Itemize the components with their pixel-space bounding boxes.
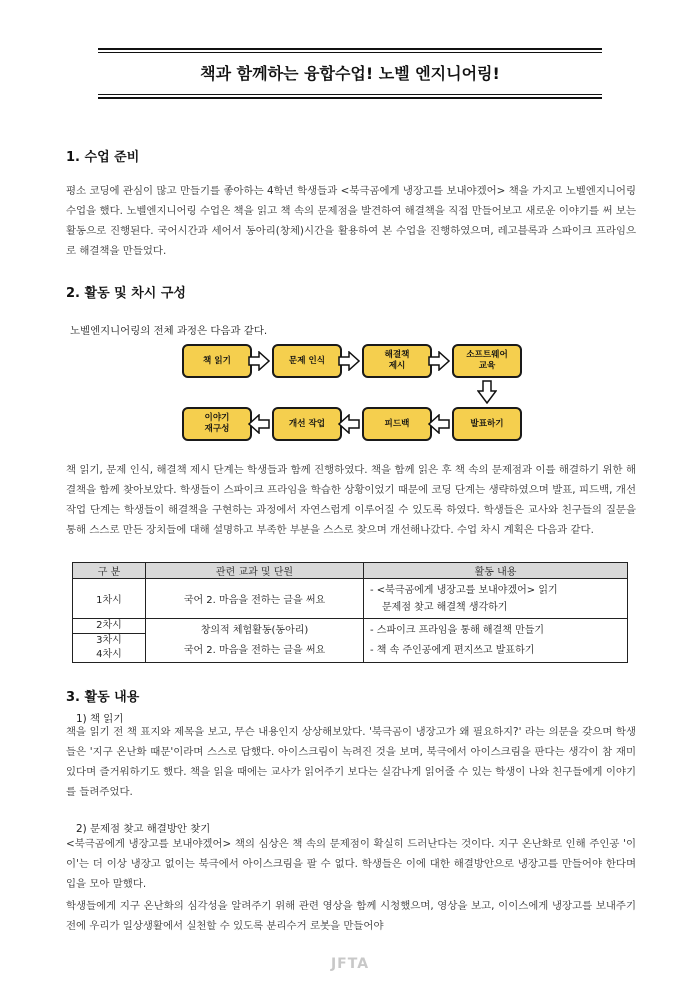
title-rule-bottom-thick bbox=[98, 97, 602, 99]
table-row bbox=[73, 619, 628, 663]
period-cell: 1차시 bbox=[73, 579, 146, 619]
subject-line: 창의적 체험활동(동아리) bbox=[200, 624, 309, 636]
section-3-heading: 3. 활동 내용 bbox=[66, 690, 140, 705]
arrow-right-icon bbox=[248, 351, 270, 371]
document-title: 책과 함께하는 융합수업! 노벨 엔지니어링! bbox=[200, 64, 500, 83]
flow-node-problem: 문제 인식 bbox=[272, 344, 342, 378]
lesson-plan-table bbox=[72, 562, 628, 663]
arrow-right-icon bbox=[428, 351, 450, 371]
subsection-2-paragraph-1: <북극곰에게 냉장고를 보내야겠어> 책의 심상은 책 속의 문제점이 확실히 드러난다는 것이다. 지구 온난화로 인해 주인공 '이이'는 더 이상 냉장고 없이는 북극에서 아이스크림을 팔 수 없다. 학생들은 이에 대한 해결방안으로 냉장고를 만들어야 한다며 입을 모아 말했다. bbox=[66, 838, 636, 890]
title-rule-bottom bbox=[98, 94, 602, 95]
arrow-left-icon bbox=[428, 414, 450, 434]
table-header-cell: 활동 내용 bbox=[364, 563, 628, 579]
activity-cell bbox=[364, 579, 628, 619]
table-row bbox=[73, 579, 628, 619]
flow-node-improve: 개선 작업 bbox=[272, 407, 342, 441]
period-line: 3차시 bbox=[96, 635, 122, 646]
flow-node-feedback: 피드백 bbox=[362, 407, 432, 441]
table-header-row bbox=[73, 563, 628, 579]
activity-line: - 스파이크 프라임을 통해 해결책 만들기 bbox=[370, 624, 545, 636]
subject-cell bbox=[146, 619, 364, 663]
title-rule-top bbox=[98, 48, 602, 50]
footer-watermark: JFTA bbox=[330, 956, 370, 972]
activity-line: - 책 속 주인공에게 편지쓰고 발표하기 bbox=[370, 644, 535, 656]
subsection-1-heading: 1) 책 읽기 bbox=[76, 713, 124, 725]
period-cell bbox=[73, 619, 146, 663]
flow-node-software: 소프트웨어 교육 bbox=[452, 344, 522, 378]
flow-node-solution: 해결책 제시 bbox=[362, 344, 432, 378]
section-1-paragraph: 평소 코딩에 관심이 많고 만들기를 좋아하는 4학년 학생들과 <북극곰에게 냉장고를 보내야겠어> 책을 가지고 노벨엔지니어링 수업을 했다. 노벨엔지니어링 수업은 책을 읽고 책 속의 문제점을 발견하여 해결책을 직접 만들어보고 새로운 이야기를 써 보는 활동으로 진행된다. 국어시간과 세어서 동아리(창체)시간을 활용하여 본 수업을 진행하였으며, 레고블록과 스파이크 프라임으로 해결책을 만들었다. bbox=[66, 185, 636, 257]
period-line: 2차시 bbox=[73, 619, 145, 634]
arrow-down-icon bbox=[477, 380, 497, 404]
subsection-2-paragraph-2: 학생들에게 지구 온난화의 심각성을 알려주기 위해 관련 영상을 함께 시청했으며, 영상을 보고, 이이스에게 냉장고를 보내주기 전에 우리가 일상생활에서 실천할 수 있도록 분리수거 로봇을 만들어야 bbox=[66, 900, 636, 932]
arrow-left-icon bbox=[338, 414, 360, 434]
section-2-paragraph: 책 읽기, 문제 인식, 해결책 제시 단계는 학생들과 함께 진행하였다. 책을 함께 읽은 후 책 속의 문제점과 이를 해결하기 위한 해결책을 함께 찾아보았다. 학생들이 스파이크 프라임을 학습한 상황이었기 때문에 코딩 단계는 생략하였으며 발표, 피드백, 개선 작업 단계는 학생들이 해결책을 구현하는 과정에서 자연스럽게 이루어질 수 있도록 하였다. 학생들은 교사와 친구들의 질문을 통해 스스로 만든 장치들에 대해 설명하고 부족한 부분을 스스로 찾으며 개선해나갔다. 수업 차시 계획은 다음과 같다. bbox=[66, 464, 636, 536]
subsection-1-paragraph: 책을 읽기 전 책 표지와 제목을 보고, 무슨 내용인지 상상해보았다. '북극곰이 냉장고가 왜 필요하지?' 라는 의문을 갖으며 학생들은 '지구 온난화 때문'이라며 스스로 답했다. 아이스크림이 녹려진 것을 보며, 북극에서 아이스크림을 판다는 생각이 참 재미있다며 즐거워하기도 했다. 책을 읽을 때에는 교사가 읽어주기 보다는 실감나게 읽어줄 수 있는 학생이 나와 친구들에게 이야기를 들려주었다. bbox=[66, 726, 636, 798]
title-rule-top-thin bbox=[98, 52, 602, 53]
activity-cell bbox=[364, 619, 628, 663]
subject-cell: 국어 2. 마음을 전하는 글을 써요 bbox=[146, 579, 364, 619]
flow-node-story: 이야기 재구성 bbox=[182, 407, 252, 441]
activity-line: 문제점 찾고 해결책 생각하기 bbox=[382, 601, 508, 613]
section-2-intro: 노벨엔지니어링의 전체 과정은 다음과 같다. bbox=[70, 325, 268, 337]
arrow-right-icon bbox=[338, 351, 360, 371]
arrow-left-icon bbox=[248, 414, 270, 434]
activity-line: - <북극곰에게 냉장고를 보내야겠어> 읽기 bbox=[370, 584, 558, 596]
table-header-cell: 관련 교과 및 단원 bbox=[146, 563, 364, 579]
section-1-heading: 1. 수업 준비 bbox=[66, 150, 140, 165]
subject-line: 국어 2. 마음을 전하는 글을 써요 bbox=[183, 644, 326, 656]
table-header-cell: 구 분 bbox=[73, 563, 146, 579]
period-line: 4차시 bbox=[96, 649, 122, 660]
section-2-heading: 2. 활동 및 차시 구성 bbox=[66, 286, 186, 301]
flow-node-reading: 책 읽기 bbox=[182, 344, 252, 378]
flow-node-present: 발표하기 bbox=[452, 407, 522, 441]
subsection-2-heading: 2) 문제점 찾고 해결방안 찾기 bbox=[76, 823, 211, 835]
